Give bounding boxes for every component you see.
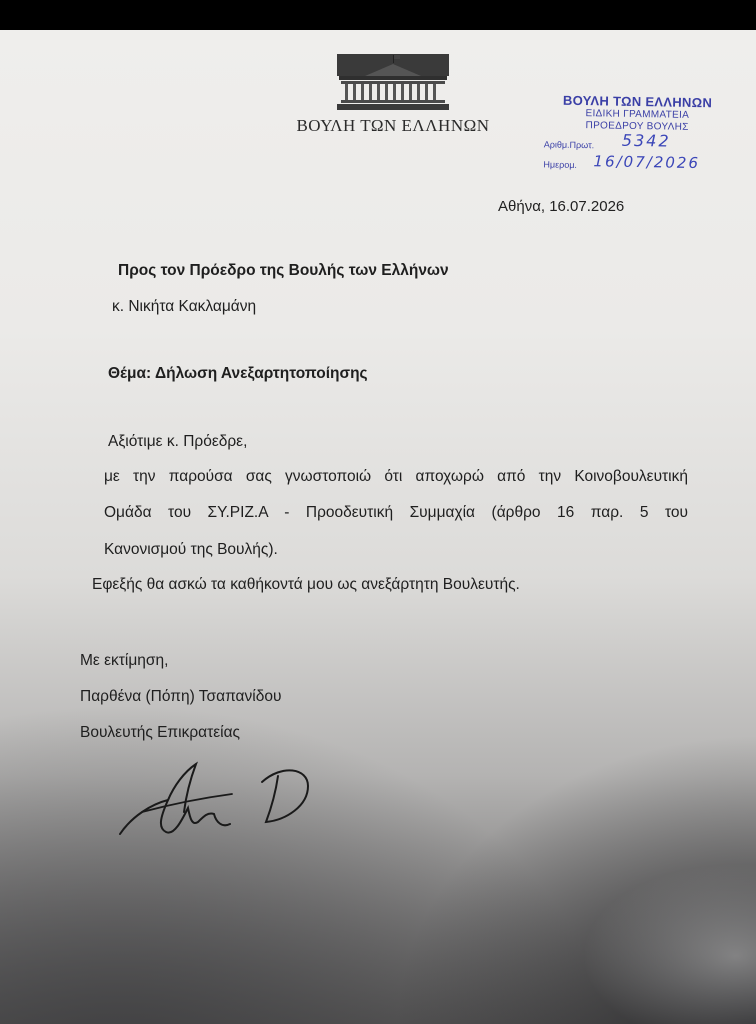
closing: Με εκτίμηση, <box>80 652 169 669</box>
registry-stamp <box>529 92 744 175</box>
stamp-date-label: Ημερομ. <box>543 159 578 170</box>
body-line-4: Εφεξής θα ασκώ τα καθήκοντά μου ως ανεξάρτητη Βουλευτής. <box>92 576 520 593</box>
subject: Θέμα: Δήλωση Ανεξαρτητοποίησης <box>108 365 368 382</box>
letter-page <box>0 30 756 1024</box>
letterhead-name: ΒΟΥΛΗ ΤΩΝ ΕΛΛΗΝΩΝ <box>296 116 490 135</box>
stamp-date-row <box>529 151 743 175</box>
body-line-2: Ομάδα του ΣΥ.ΡΙΖ.Α - Προοδευτική Συμμαχία (άρθρο 16 παρ. 5 του <box>104 504 688 521</box>
stamp-protocol-value: 5342 <box>621 130 671 151</box>
salutation: Αξιότιμε κ. Πρόεδρε, <box>108 433 248 450</box>
body-line-1: με την παρούσα σας γνωστοποιώ ότι αποχωρώ από την Κοινοβουλευτική <box>104 468 688 485</box>
parliament-letterhead <box>296 52 490 136</box>
place-date: Αθήνα, 16.07.2026 <box>498 198 625 215</box>
signer-title: Βουλευτής Επικρατείας <box>80 724 241 741</box>
stamp-date-value: 16/07/2026 <box>593 152 701 173</box>
stamp-line-2: ΕΙΔΙΚΗ ΓΡΑΜΜΑΤΕΙΑ <box>585 108 690 121</box>
handwritten-signature <box>112 756 322 846</box>
stamp-line-3: ΠΡΟΕΔΡΟΥ ΒΟΥΛΗΣ <box>585 120 689 133</box>
stamp-line-1: ΒΟΥΛΗ ΤΩΝ ΕΛΛΗΝΩΝ <box>562 92 713 111</box>
recipient-name: κ. Νικήτα Κακλαμάνη <box>112 298 257 315</box>
body-line-3: Κανονισμού της Βουλής). <box>104 541 278 558</box>
recipient: Προς τον Πρόεδρο της Βουλής των Ελλήνων <box>118 262 449 279</box>
photo-glare <box>556 848 756 1024</box>
parliament-building-icon <box>335 52 451 112</box>
top-black-bar <box>0 0 756 30</box>
stamp-protocol-label: Αριθμ.Πρωτ. <box>543 139 595 151</box>
signer-name: Παρθένα (Πόπη) Τσαπανίδου <box>80 688 282 705</box>
